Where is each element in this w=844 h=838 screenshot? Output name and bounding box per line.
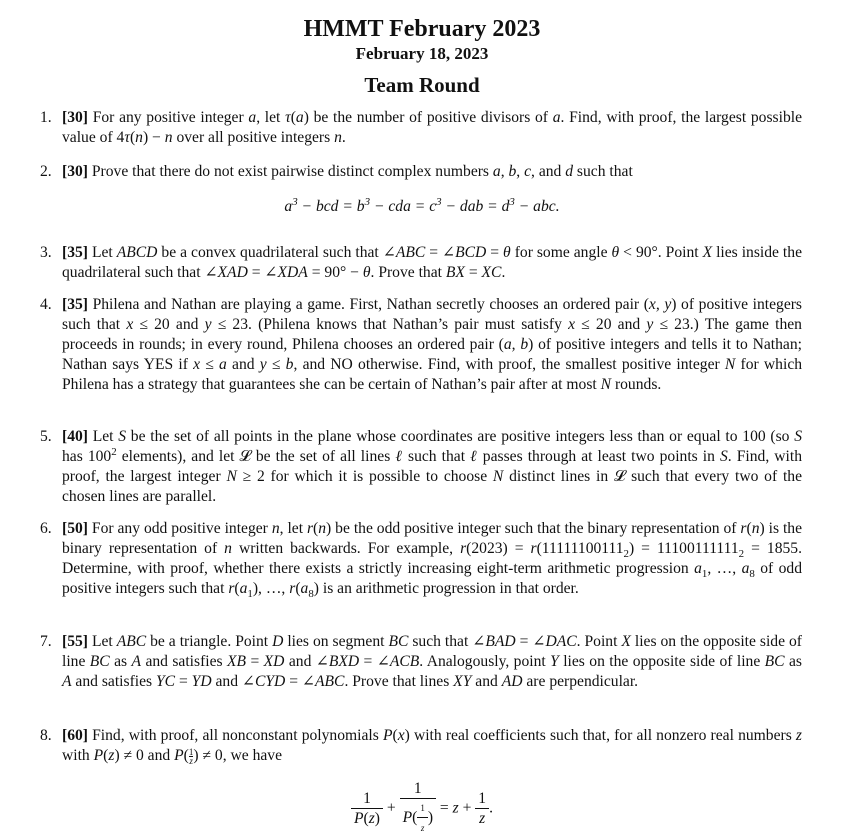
problem-4 xyxy=(40,295,802,395)
problem-number: 8. xyxy=(40,727,52,744)
problem-text: [40] Let S be the set of all points in the plane whose coordinates are positive integers less than or equal to 100 (so S has $100^2$ elements), and let 𝓛 be the set of all lines ℓ such that ℓ passes through at least two points in S. Find, with proof, the largest integer N ≥ 2 for which it is possible to choose N distinct lines in 𝓛 such that every two of the chosen lines are parallel. xyxy=(62,428,803,505)
problem-text: [30] Prove that there do not exist pairwise distinct complex numbers a, b, c, and d such that xyxy=(62,163,633,180)
document-date: February 18, 2023 xyxy=(355,44,489,63)
problem-number: 5. xyxy=(40,428,52,445)
problem-7 xyxy=(40,632,802,692)
problem-points: [30] xyxy=(62,163,88,180)
problem-points: [55] xyxy=(62,633,88,650)
problem-points: [30] xyxy=(62,109,88,126)
problem-2 xyxy=(40,162,802,182)
problem-text: [55] Let ABC be a triangle. Point D lies on segment BC such that ∠BAD = ∠DAC. Point X lies on the opposite side of line BC as A and satisfies XB = XD and ∠BXD = ∠ACB. Analogously, point Y lies on the opposite side of line BC as A and satisfies YC = YD and ∠CYD = ∠ABC. Prove that lines XY and AD are perpendicular. xyxy=(62,633,802,690)
problem-text: [30] For any positive integer a, let τ(a) be the number of positive divisors of a. Find, with proof, the largest possible value of 4τ(n) − n over all positive integers n. xyxy=(62,109,802,146)
problem-text: [50] For any odd positive integer n, let r(n) be the odd positive integer such that the binary representation of r(n) is the binary representation of n written backwards. For example, $r(2023) = r(11111100111_2) = 11100111111_2 = 1855$. Determine, with proof, whether there exists a strictly increasing eight-term arithmetic progression $a_1$, …, $a_8$ of odd positive integers such that $r(a_1)$, …, $r(a_8)$ is an arithmetic progression in that order. xyxy=(62,520,803,601)
problem-2-equation: $a^3$ − bcd = $b^3$ − cda = $c^3$ − dab = $d^3$ − abc. xyxy=(284,195,560,215)
problem-points: [40] xyxy=(62,428,88,445)
problem-number: 3. xyxy=(40,244,52,261)
problem-number: 2. xyxy=(40,163,52,180)
problem-number: 6. xyxy=(40,520,52,537)
problem-8 xyxy=(40,726,802,766)
problem-number: 1. xyxy=(40,109,52,126)
problem-text: [35] Let ABCD be a convex quadrilateral such that ∠ABC = ∠BCD = θ for some angle θ < 90°. Point X lies inside the quadrilateral such that ∠XAD = ∠XDA = 90° − θ. Prove that BX = XC. xyxy=(62,244,802,281)
problem-points: [35] xyxy=(62,296,88,313)
problem-points: [60] xyxy=(62,727,88,744)
problem-number: 4. xyxy=(40,296,52,313)
round-title: Team Round xyxy=(364,73,480,97)
problem-text: [60] Find, with proof, all nonconstant polynomials P(x) with real coefficients such that, for all nonzero real numbers z with P(z) ≠ 0 and P( $\frac{1}{z}$ ) ≠ 0, we have xyxy=(62,727,802,766)
problem-points: [35] xyxy=(62,244,88,261)
problem-3 xyxy=(40,243,802,283)
document-title: HMMT February 2023 xyxy=(303,16,541,42)
problem-1 xyxy=(40,108,802,148)
problem-8-equation: $\frac{1}{P(z)}$ + 1 P( $\frac{1}{z}$ ) = z + $\frac{1}{z}$ . xyxy=(0,780,844,838)
problem-text: [35] Philena and Nathan are playing a game. First, Nathan secretly chooses an ordered pair (x, y) of positive integers such that x ≤ 20 and y ≤ 23. (Philena knows that Nathan’s pair must satisfy x ≤ 20 and y ≤ 23.) The game then proceeds in rounds; in every round, Philena chooses an ordered pair (a, b) of positive integers and tells it to Nathan; Nathan says YES if x ≤ a and y ≤ b, and NO otherwise. Find, with proof, the smallest positive integer N for which Philena has a strategy that guarantees she can be certain of Nathan’s pair after at most N rounds. xyxy=(62,296,803,393)
document-header xyxy=(0,14,844,98)
problem-number: 7. xyxy=(40,633,52,650)
problem-5 xyxy=(40,427,802,507)
problem-points: [50] xyxy=(62,520,88,537)
problem-6 xyxy=(40,519,802,599)
